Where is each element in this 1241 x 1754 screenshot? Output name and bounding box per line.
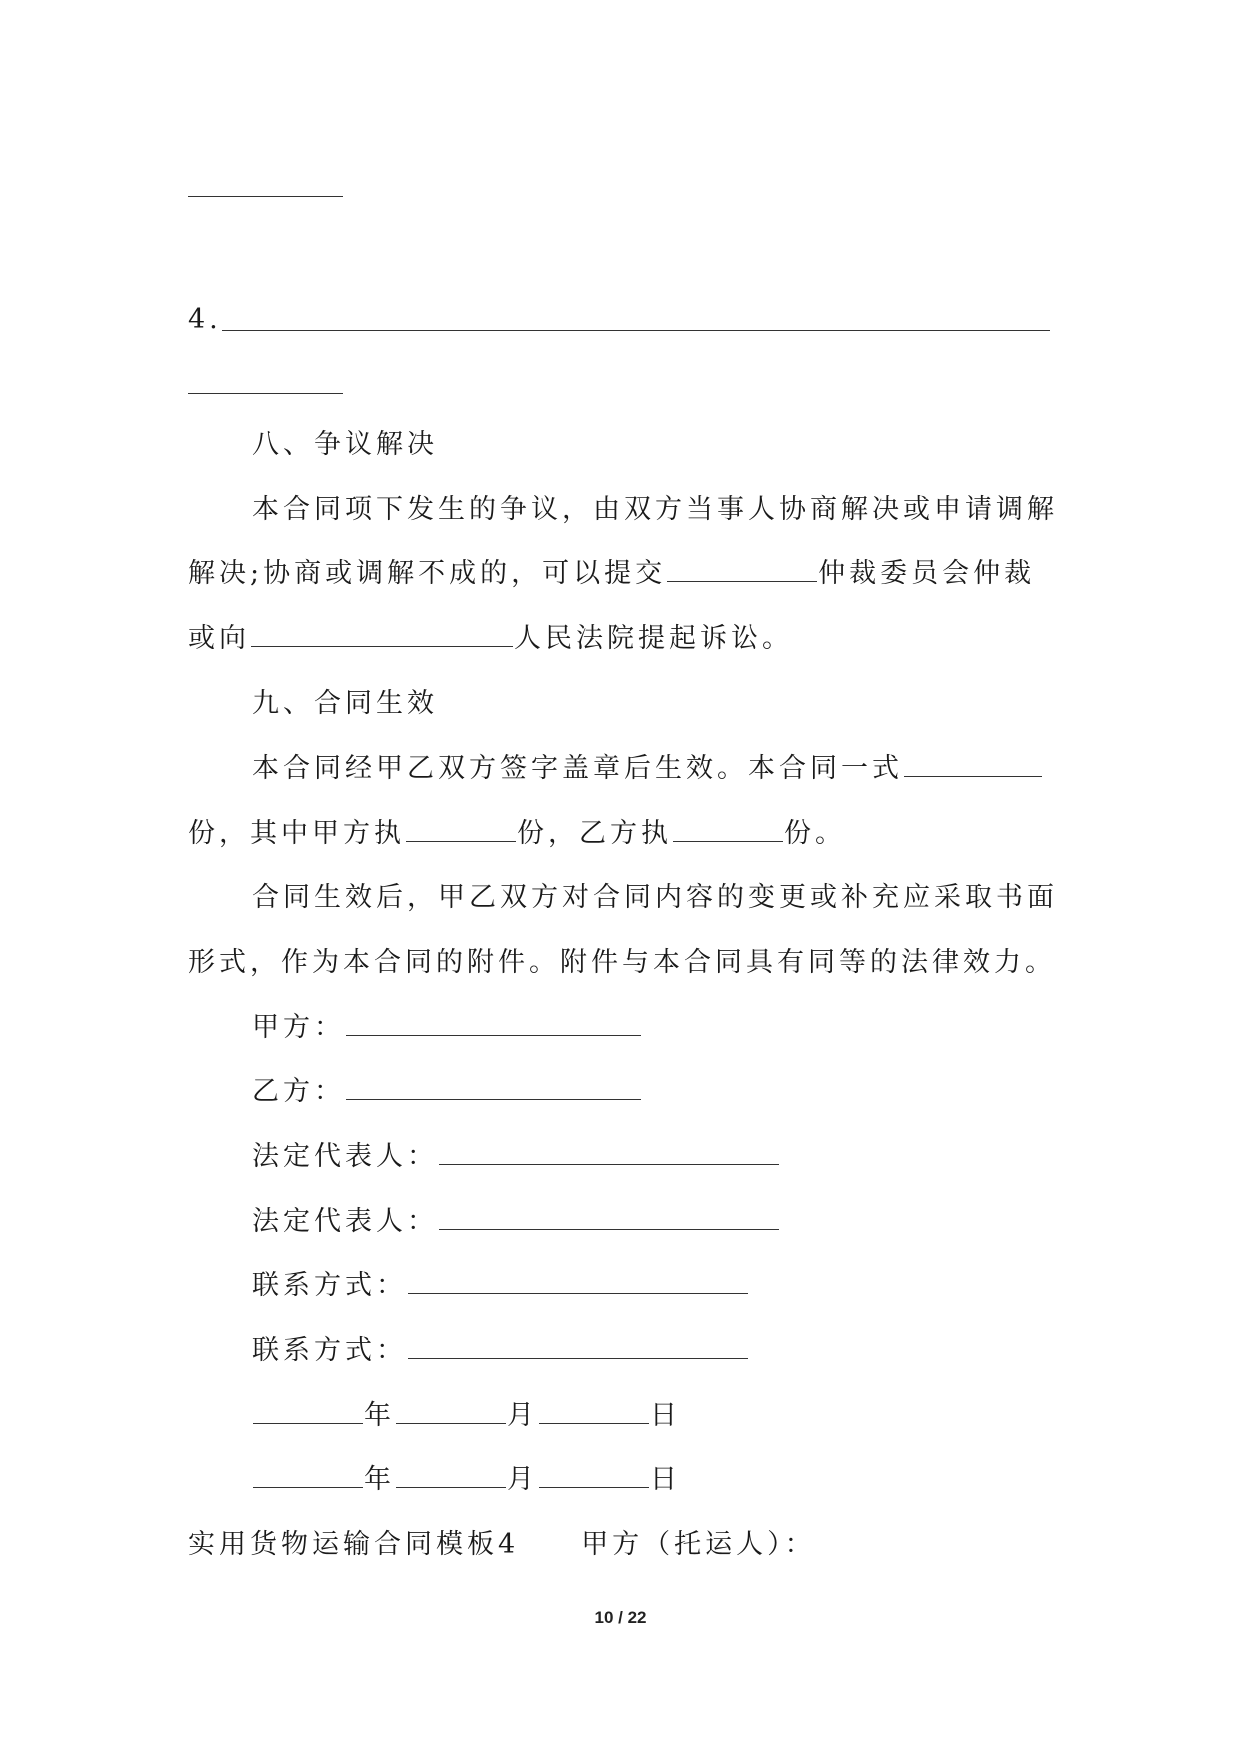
- day-blank: [539, 1397, 649, 1424]
- party-b-blank: [346, 1073, 641, 1100]
- item-4-prefix: 4.: [188, 304, 222, 335]
- next-contract-line: [188, 1525, 816, 1565]
- section-9-paragraph-line: 形式，作为本合同的附件。附件与本合同具有同等的法律效力。: [188, 947, 1056, 978]
- next-contract-title: 实用货物运输合同模板4: [188, 1529, 520, 1560]
- party-a-blank: [346, 1009, 641, 1036]
- signature-contact: 联系方式：: [252, 1266, 749, 1306]
- page-number: 10 / 22: [594, 1608, 647, 1627]
- year-blank: [253, 1461, 363, 1488]
- item-4: [188, 300, 222, 340]
- signature-party-a: 甲方：: [252, 1008, 642, 1048]
- legal-rep-blank: [439, 1138, 779, 1165]
- legal-rep-blank: [439, 1203, 779, 1230]
- signature-legal-rep: 法定代表人：: [252, 1137, 780, 1177]
- copies-party-a-blank: [406, 815, 516, 842]
- section-8-title: 八、争议解决: [252, 429, 438, 460]
- contact-blank: [408, 1332, 748, 1359]
- blank-line: [188, 196, 343, 197]
- month-blank: [396, 1461, 506, 1488]
- section-9-title: 九、合同生效: [252, 688, 438, 719]
- blank-line: [222, 330, 1050, 331]
- signature-date: 年 月 日: [252, 1460, 681, 1500]
- blank-line: [188, 393, 343, 394]
- arbitration-commission-blank: [667, 555, 817, 582]
- signature-legal-rep: 法定代表人：: [252, 1202, 780, 1242]
- month-blank: [396, 1397, 506, 1424]
- year-blank: [253, 1397, 363, 1424]
- section-8-paragraph-line: 或向 人民法院提起诉讼。: [188, 619, 793, 659]
- signature-contact: 联系方式：: [252, 1331, 749, 1371]
- section-8-paragraph-line: 解决;协商或调解不成的，可以提交 仲裁委员会仲裁: [188, 554, 1035, 594]
- contact-blank: [408, 1267, 748, 1294]
- next-contract-party: 甲方（托运人）：: [581, 1529, 816, 1560]
- section-9-paragraph-line: 份，其中甲方执 份，乙方执 份。: [188, 814, 846, 854]
- section-8-paragraph-line: 本合同项下发生的争议，由双方当事人协商解决或申请调解: [252, 494, 1058, 525]
- court-blank: [251, 620, 513, 647]
- signature-party-b: 乙方：: [252, 1072, 642, 1112]
- copies-party-b-blank: [673, 815, 783, 842]
- section-9-paragraph-line: 合同生效后，甲乙双方对合同内容的变更或补充应采取书面: [252, 882, 1058, 913]
- copies-total-blank: [904, 750, 1042, 777]
- section-9-paragraph-line: 本合同经甲乙双方签字盖章后生效。本合同一式: [252, 749, 1043, 789]
- day-blank: [539, 1461, 649, 1488]
- signature-date: 年 月 日: [252, 1396, 681, 1436]
